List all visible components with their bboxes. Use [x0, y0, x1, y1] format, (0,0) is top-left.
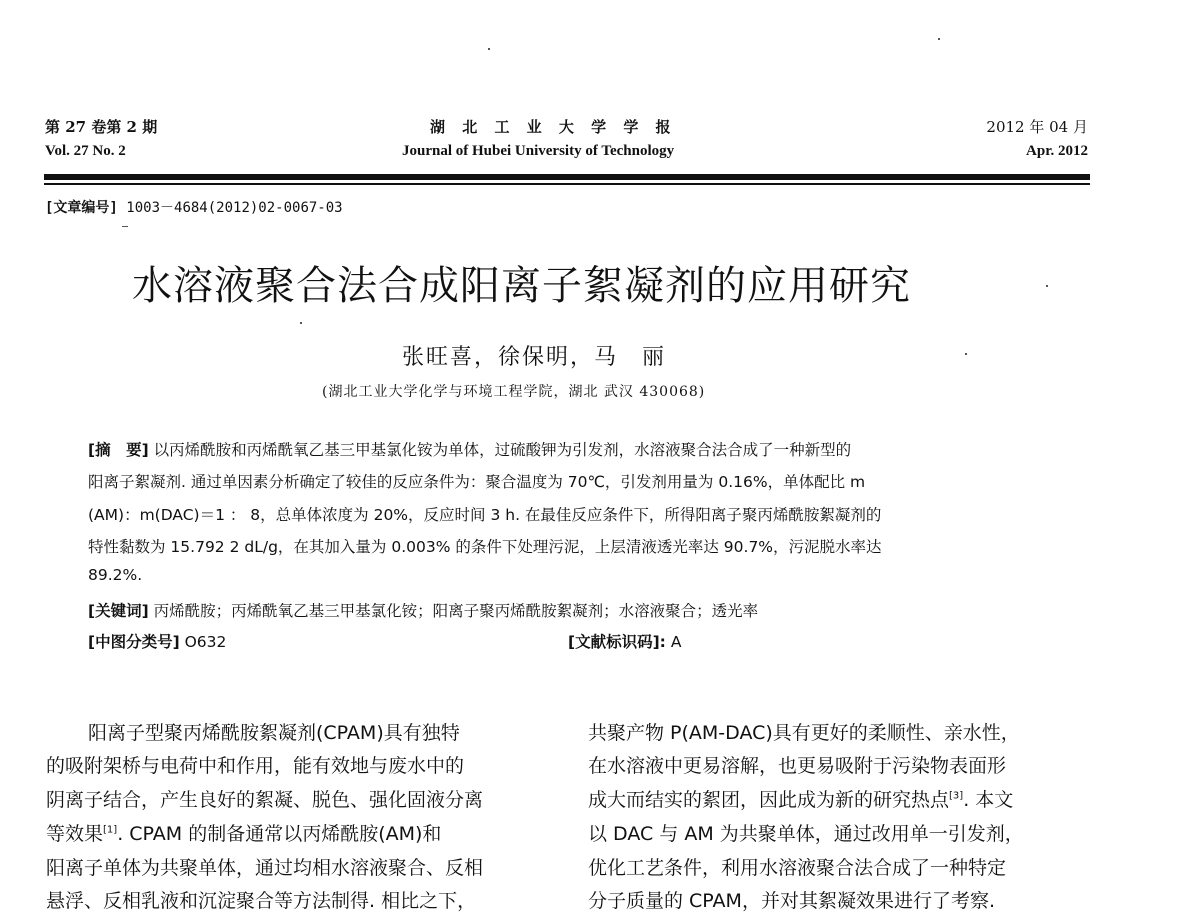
document-code — [568, 630, 681, 652]
keywords-value: 丙烯酰胺；丙烯酰氧乙基三甲基氯化铵；阳离子聚丙烯酰胺絮凝剂；水溶液聚合；透光率 — [153, 602, 759, 620]
clc-number — [88, 630, 226, 652]
journal-title-en: Journal of Hubei University of Technology — [402, 143, 675, 159]
article-number — [45, 197, 343, 217]
body-right-line-2: 在水溶液中更易溶解，也更易吸附于污染物表面形 — [588, 755, 1007, 777]
body-left-line-5: 阳离子单体为共聚单体，通过均相水溶液聚合、反相 — [46, 857, 484, 879]
keywords — [88, 599, 758, 621]
keywords-label: [关键词] — [88, 602, 149, 620]
body-left-line-3: 阴离子结合，产生良好的絮凝、脱色、强化固液分离 — [46, 789, 484, 811]
authors: 张旺喜，徐保明，马 丽 — [402, 345, 667, 370]
body-right-line-6: 分子质量的 CPAM，并对其絮凝效果进行了考察. — [588, 890, 995, 912]
abstract-line-5: 89.2%. — [88, 566, 143, 584]
abstract-line-1: [摘 要] 以丙烯酰胺和丙烯酰氧乙基三甲基氯化铵为单体，过硫酸钾为引发剂，水溶液聚合法合成了一种新型的 — [88, 441, 852, 459]
scan-speck — [938, 38, 940, 40]
journal-title-cn: 湖 北 工 业 大 学 学 报 — [430, 118, 677, 136]
body-right-line-3: 成大而结实的絮团，因此成为新的研究热点[3]. 本文 — [588, 789, 1014, 811]
scan-speck — [965, 353, 967, 355]
affiliation: (湖北工业大学化学与环境工程学院，湖北 武汉 430068) — [322, 384, 706, 400]
body-left-line-4: 等效果[1]. CPAM 的制备通常以丙烯酰胺(AM)和 — [46, 823, 442, 845]
body-right-line-1: 共聚产物 P(AM-DAC)具有更好的柔顺性、亲水性， — [588, 722, 1020, 744]
abstract-line-3: (AM)：m(DAC)＝1 ： 8，总单体浓度为 20%，反应时间 3 h. 在最佳反应条件下，所得阳离子聚丙烯酰胺絮凝剂的 — [88, 506, 882, 524]
abstract-line-2: 阳离子絮凝剂. 通过单因素分析确定了较佳的反应条件为：聚合温度为 70℃，引发剂用量为 0.16%，单体配比 m — [88, 473, 866, 491]
article-number-value: 1003－4684(2012)02-0067-03 — [126, 200, 343, 216]
header-rule-thick — [44, 174, 1090, 180]
citation-3: [3] — [949, 790, 964, 802]
issue-en: Vol. 27 No. 2 — [45, 143, 126, 159]
body-right-line-4: 以 DAC 与 AM 为共聚单体，通过改用单一引发剂， — [588, 823, 1024, 845]
scan-speck — [488, 48, 490, 50]
scan-speck — [122, 226, 128, 227]
body-left-line-1: 阳离子型聚丙烯酰胺絮凝剂(CPAM)具有独特 — [88, 722, 460, 744]
scan-speck — [300, 322, 302, 324]
abstract-label: [摘 要] — [88, 441, 149, 459]
issue-cn: 第 27 卷第 2 期 — [45, 118, 158, 136]
document-code-label: [文献标识码]: — [568, 633, 666, 651]
clc-label: [中图分类号] — [88, 633, 180, 651]
body-right-line-5: 优化工艺条件，利用水溶液聚合法合成了一种特定 — [588, 857, 1007, 879]
scan-speck — [1046, 285, 1048, 287]
citation-1: [1] — [103, 824, 118, 836]
body-left-line-6: 悬浮、反相乳液和沉淀聚合等方法制得. 相比之下， — [46, 890, 477, 912]
date-en: Apr. 2012 — [1026, 143, 1088, 159]
header-rule-thin — [44, 183, 1090, 185]
paper-title: 水溶液聚合法合成阳离子絮凝剂的应用研究 — [132, 263, 911, 309]
document-code-value: A — [670, 633, 682, 651]
date-cn: 2012 年 04 月 — [986, 118, 1088, 136]
clc-value: O632 — [184, 633, 227, 651]
article-number-label: [文章编号] — [45, 200, 118, 216]
body-left-line-2: 的吸附架桥与电荷中和作用，能有效地与废水中的 — [46, 755, 465, 777]
abstract-line-4: 特性黏数为 15.792 2 dL/g，在其加入量为 0.003% 的条件下处理污泥，上层清液透光率达 90.7%，污泥脱水率达 — [88, 538, 882, 556]
